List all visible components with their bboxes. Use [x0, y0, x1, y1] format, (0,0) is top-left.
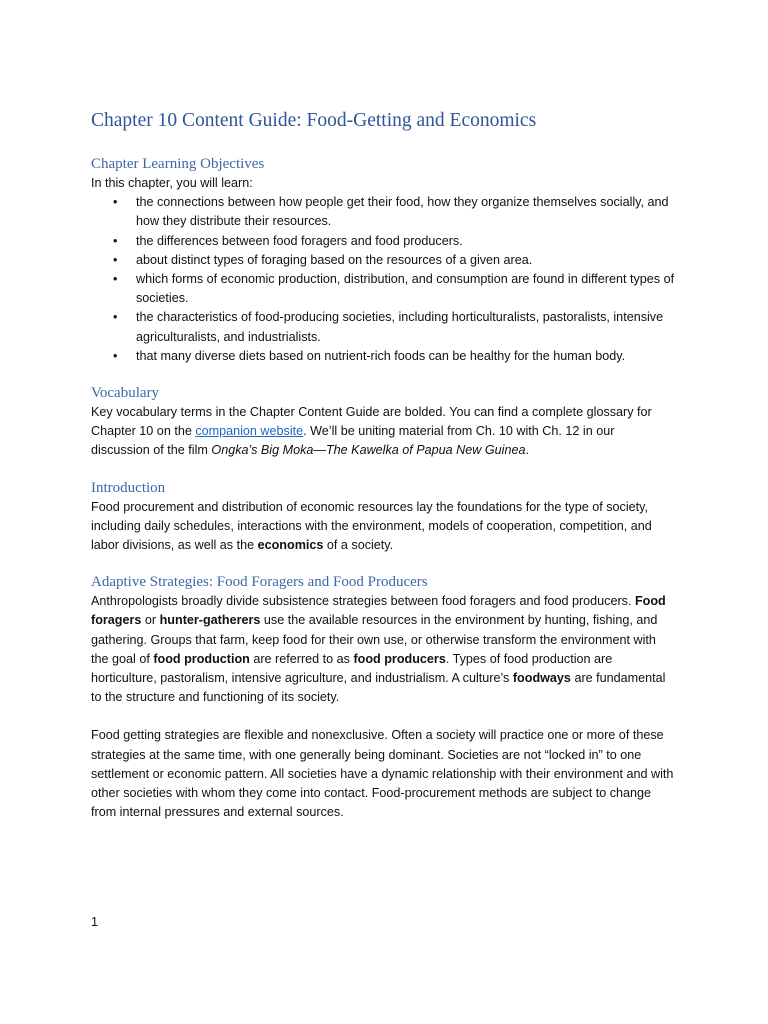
objective-item [91, 270, 676, 308]
objectives-intro: In this chapter, you will learn: [91, 176, 253, 190]
adaptive-text: . Types of food production are horticulture, pastoralism, intensive agriculture, and industrialism. A culture’s [91, 651, 613, 686]
objective-text: about distinct types of foraging based on the resources of a given area. [136, 252, 533, 267]
adaptive-strategies-heading: Adaptive Strategies: Food Foragers and Food Producers [91, 574, 428, 591]
term-food-producers: food producers [353, 651, 446, 666]
adaptive-paragraph-1 [91, 592, 676, 707]
term-hunter-gatherers: hunter-gatherers [159, 613, 261, 628]
objective-item [91, 308, 676, 346]
bullet-icon: • [113, 272, 118, 287]
objective-item [91, 232, 676, 251]
adaptive-text: or [141, 613, 160, 628]
objective-item [91, 193, 676, 231]
term-economics: economics [257, 538, 324, 553]
objective-text: the connections between how people get their food, how they organize themselves socially, and how they distribute their resources. [136, 195, 669, 229]
term-food-production: food production [153, 651, 250, 666]
objective-item [91, 347, 676, 366]
adaptive-text: are referred to as [249, 651, 354, 666]
vocabulary-paragraph [91, 403, 676, 461]
objective-item [91, 251, 676, 270]
objective-text: that many diverse diets based on nutrient-rich foods can be healthy for the human body. [136, 348, 626, 363]
adaptive-text: Anthropologists broadly divide subsistence strategies between food foragers and food producers. [91, 594, 635, 609]
bullet-icon: • [113, 348, 118, 363]
adaptive-text: use the available resources in the environment by hunting, fishing, and gathering. Groups that farm, keep food for their own use, or otherwise transform the environment with the goal of [91, 613, 658, 666]
page-number: 1 [91, 915, 99, 929]
companion-website-link[interactable]: companion website [195, 424, 304, 439]
objective-text: which forms of economic production, distribution, and consumption are found in different types of societies. [136, 272, 675, 306]
bullet-icon: • [113, 233, 118, 248]
objective-text: the characteristics of food-producing societies, including horticulturalists, pastoralists, intensive agriculturalists, and industrialists. [136, 310, 664, 344]
introduction-paragraph [91, 498, 676, 556]
vocabulary-text: Key vocabulary terms in the Chapter Content Guide are bolded. You can find a complete glossary for Chapter 10 on the [91, 405, 652, 439]
vocabulary-text: . We’ll be uniting material from Ch. 10 with Ch. 12 in our discussion of the film [91, 424, 615, 458]
vocabulary-heading: Vocabulary [91, 385, 160, 402]
introduction-text: Food procurement and distribution of economic resources lay the foundations for the type of society, including daily schedules, interactions with the environment, models of cooperation, competition, and labor divisions, as well as the [91, 499, 652, 553]
objectives-list [91, 193, 676, 366]
adaptive-paragraph-2: Food getting strategies are flexible and nonexclusive. Often a society will practice one or more of these strategies at the same time, with one generally being dominant. Societies are not “locked in” to one settlement or economic pattern. All societies have a dynamic relationship with their environment and with other societies with whom they come into contact. Food-procurement methods are subject to change from internal pressures and external sources. [91, 728, 674, 820]
document-page [91, 108, 676, 822]
bullet-icon: • [113, 252, 118, 267]
objectives-heading: Chapter Learning Objectives [91, 156, 265, 172]
term-food-foragers: Food foragers [91, 594, 666, 628]
objective-text: the differences between food foragers and food producers. [136, 233, 463, 248]
film-title: Ongka’s Big Moka—The Kawelka of Papua New Guinea [211, 443, 526, 458]
term-foodways: foodways [512, 671, 571, 686]
adaptive-text: are fundamental to the structure and functioning of its society. [91, 671, 666, 705]
introduction-text: of a society. [323, 538, 394, 553]
document-title: Chapter 10 Content Guide: Food-Getting and Economics [91, 110, 537, 131]
vocabulary-text: . [525, 443, 529, 458]
introduction-heading: Introduction [91, 479, 166, 496]
bullet-icon: • [113, 310, 118, 325]
bullet-icon: • [113, 195, 118, 210]
